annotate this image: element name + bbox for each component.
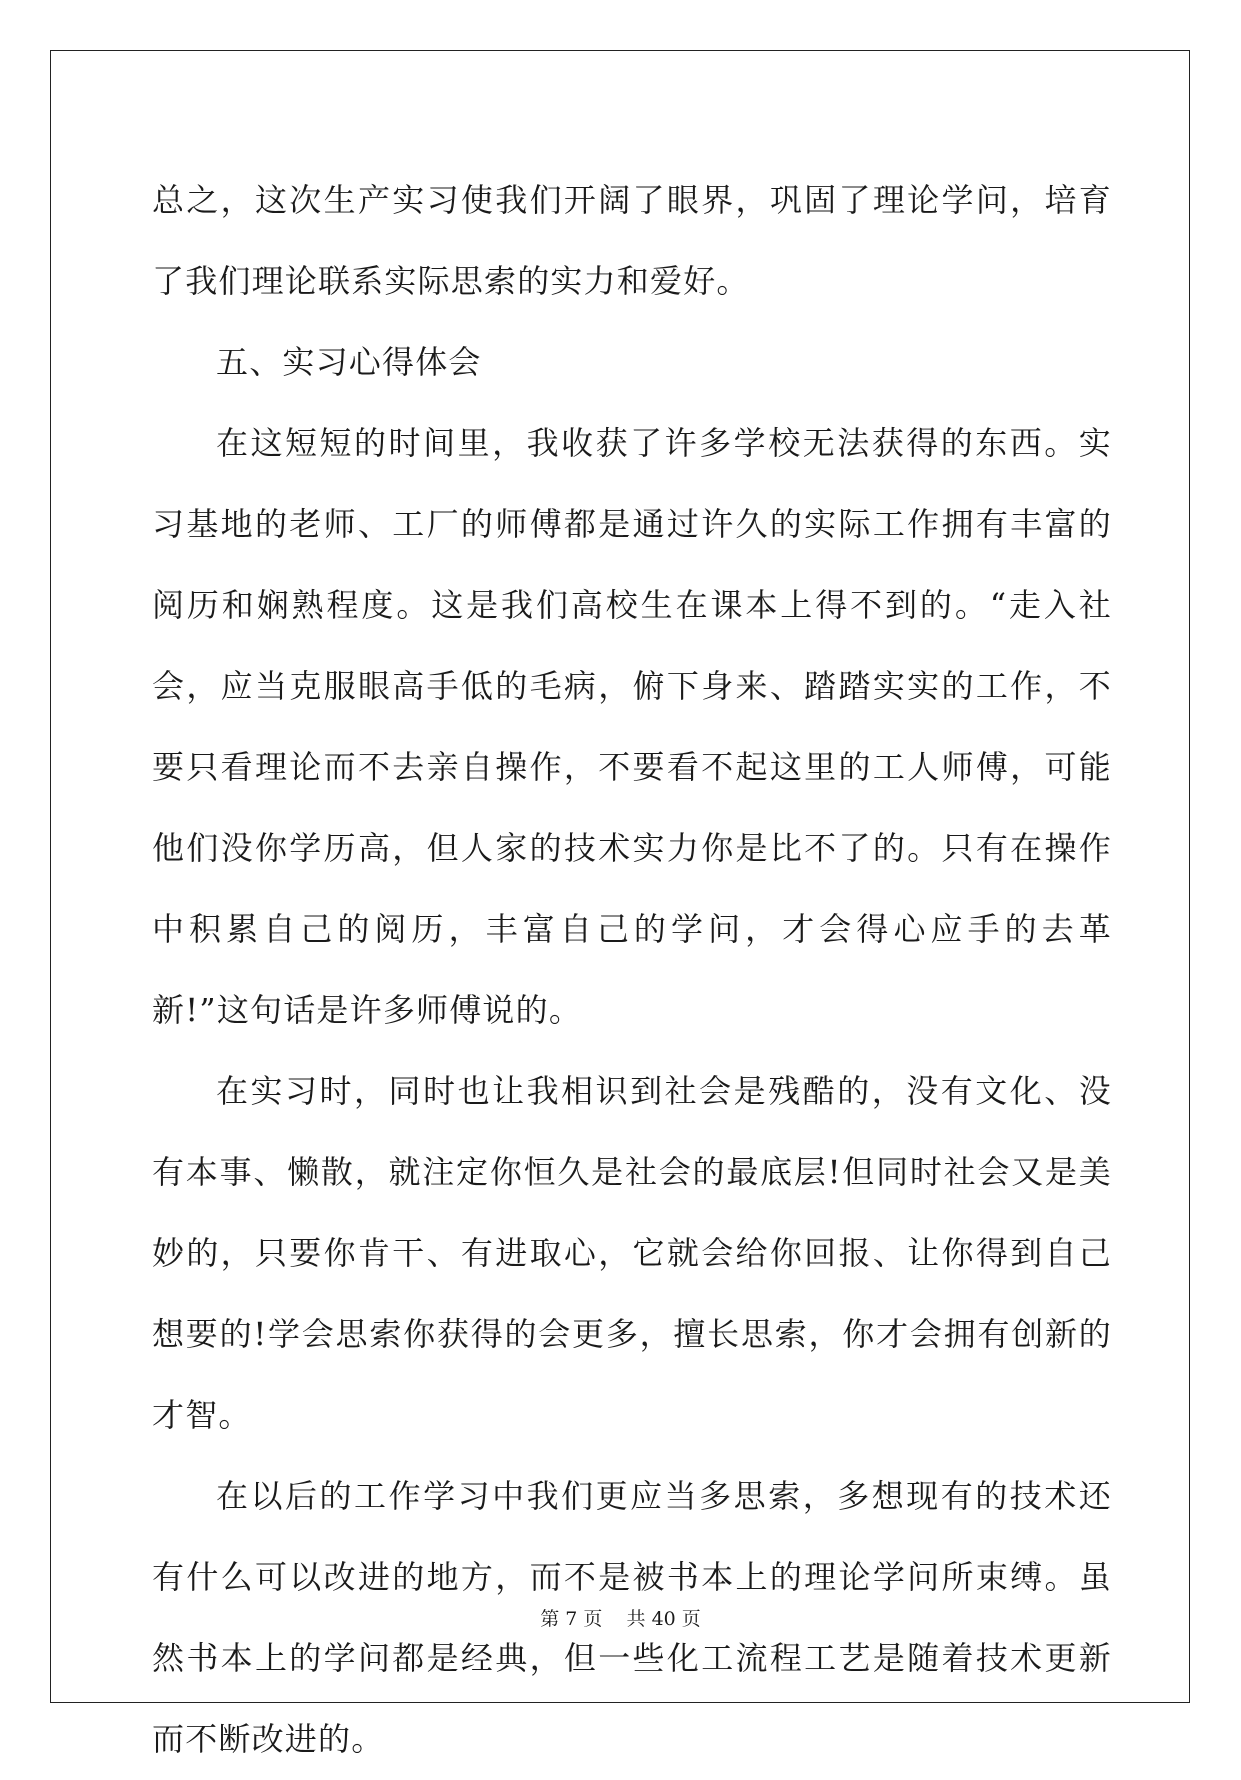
paragraph-future: 在以后的工作学习中我们更应当多思索，多想现有的技术还有什么可以改进的地方，而不是被书本上的理论学问所束缚。虽然书本上的学问都是经典，但一些化工流程工艺是随着技术更新而不断改进的。: [152, 1477, 1112, 1758]
paragraph-society: 在实习时，同时也让我相识到社会是残酷的，没有文化、没有本事、懒散，就注定你恒久是社会的最底层!但同时社会又是美妙的，只要你肯干、有进取心，它就会给你回报、让你得到自己想要的!学会思索你获得的会更多，擅长思索，你才会拥有创新的才智。: [152, 1072, 1112, 1434]
document-body: [152, 160, 1112, 1780]
paragraph-experience: 在这短短的时间里，我收获了许多学校无法获得的东西。实习基地的老师、工厂的师傅都是通过许久的实际工作拥有丰富的阅历和娴熟程度。这是我们高校生在课本上得不到的。“走入社会，应当克服眼高手低的毛病，俯下身来、踏踏实实的工作，不要只看理论而不去亲自操作，不要看不起这里的工人师傅，可能他们没你学历高，但人家的技术实力你是比不了的。只有在操作中积累自己的阅历，丰富自己的学问，才会得心应手的去革新!”这句话是许多师傅说的。: [152, 424, 1112, 1029]
section-heading: 五、实习心得体会: [216, 343, 482, 381]
paragraph-summary: 总之，这次生产实习使我们开阔了眼界，巩固了理论学问，培育了我们理论联系实际思索的实力和爱好。: [152, 181, 1112, 300]
page-number-footer: 第 7 页 共 40 页: [540, 1608, 701, 1630]
